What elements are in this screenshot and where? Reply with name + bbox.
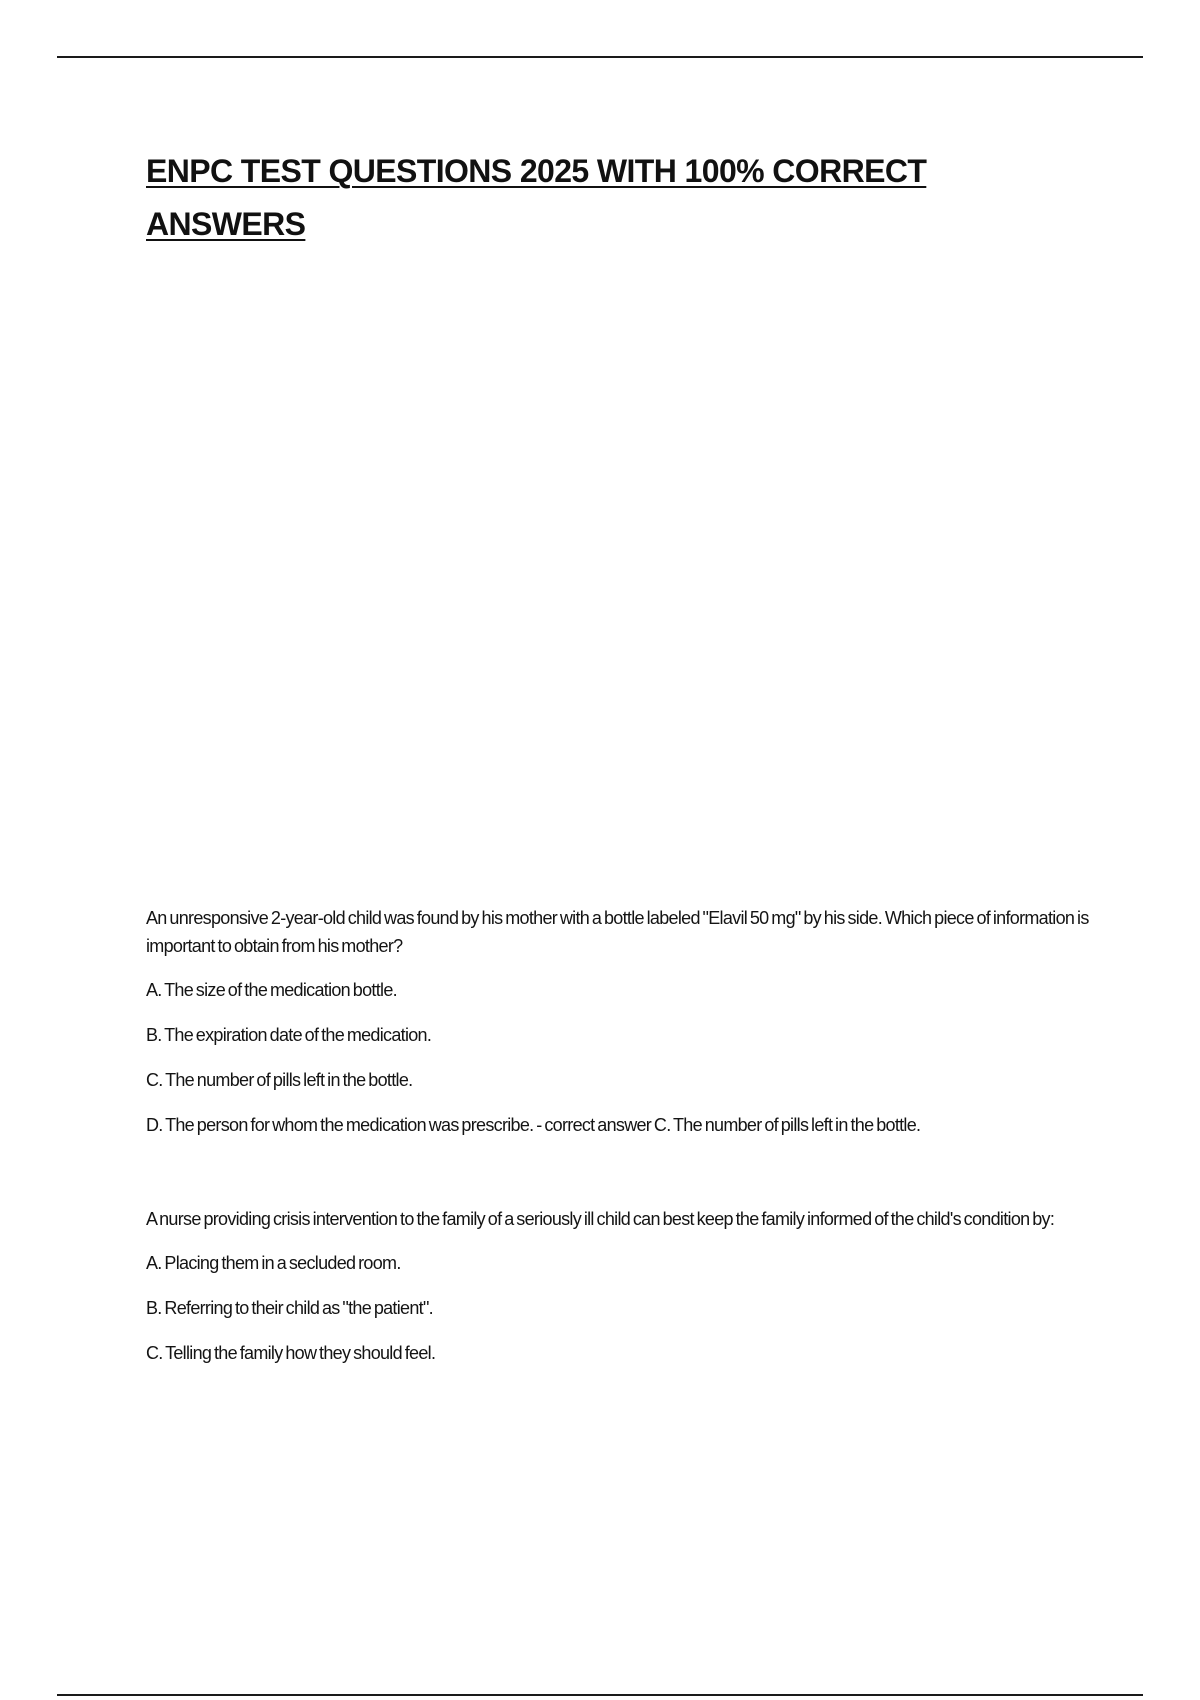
question-1 xyxy=(146,904,1106,1139)
question-1-option-c: C. The number of pills left in the bottle. xyxy=(146,1070,413,1090)
question-1-stem: An unresponsive 2-year-old child was found by his mother with a bottle labeled "Elavil 50 mg" by his side. Which piece of information is important to obtain from his mother? xyxy=(146,908,1089,956)
header-rule xyxy=(57,56,1143,58)
question-1-options xyxy=(146,976,1106,1139)
footer-rule xyxy=(57,1694,1143,1696)
question-2-option-c: C. Telling the family how they should feel. xyxy=(146,1343,436,1363)
question-1-option-b: B. The expiration date of the medication. xyxy=(146,1025,432,1045)
question-2-option-a: A. Placing them in a secluded room. xyxy=(146,1253,401,1273)
question-2-option-b: B. Referring to their child as "the patient". xyxy=(146,1298,433,1318)
document-title: ENPC TEST QUESTIONS 2025 WITH 100% CORRECT ANSWERS xyxy=(146,153,927,242)
question-1-option-d-answer: D. The person for whom the medication was prescribe. - correct answer C. The number of pills left in the bottle. xyxy=(146,1115,921,1135)
question-2-options xyxy=(146,1249,1106,1367)
question-2 xyxy=(146,1205,1106,1367)
question-1-option-a: A. The size of the medication bottle. xyxy=(146,980,397,1000)
question-2-stem: A nurse providing crisis intervention to the family of a seriously ill child can best keep the family informed of the child's condition by: xyxy=(146,1209,1055,1229)
